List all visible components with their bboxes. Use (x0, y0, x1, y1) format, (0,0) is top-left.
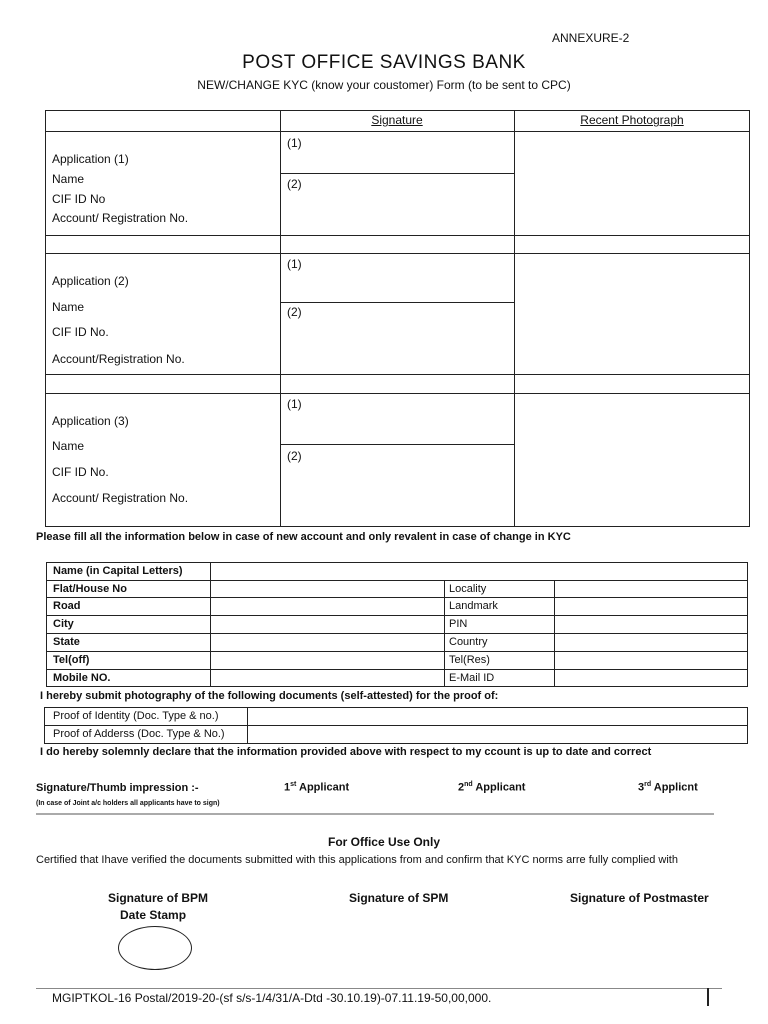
email-label: E-Mail ID (449, 672, 495, 684)
application-1-signature-1[interactable]: (1) (287, 136, 302, 150)
locality-label: Locality (449, 583, 487, 595)
application-1-title: Application (1) (52, 152, 129, 166)
state-label: State (53, 636, 80, 648)
bpm-signature-label: Signature of BPM (108, 891, 209, 905)
application-2-signature-2[interactable]: (2) (287, 305, 302, 319)
application-3-signature-2[interactable]: (2) (287, 449, 302, 463)
date-stamp-label: Date Stamp (120, 908, 187, 922)
tel-res-label: Tel(Res) (449, 654, 490, 666)
mobile-label: Mobile NO. (53, 672, 111, 684)
third-applicant-label: 3rd Applicnt (638, 781, 698, 794)
photo-column-header: Recent Photograph (580, 113, 684, 127)
footer-tick (707, 988, 709, 1006)
joint-holders-note: (In case of Joint a/c holders all applicants have to sign) (36, 800, 220, 807)
signature-thumb-label: Signature/Thumb impression :- (36, 782, 199, 794)
form-subtitle: NEW/CHANGE KYC (know your coustomer) Form (to be sent to CPC) (197, 78, 571, 92)
signature-divider (36, 813, 714, 815)
first-applicant-label: 1st Applicant (284, 781, 350, 794)
declaration-text: I do hereby solemnly declare that the information provided above with respect to my ccount is up to date and correct (40, 746, 652, 758)
application-1-signature-2[interactable]: (2) (287, 177, 302, 191)
proof-address-label: Proof of Adderss (Doc. Type & No.) (53, 728, 225, 740)
footer-rule (36, 988, 722, 989)
application-3-cif-label: CIF ID No. (52, 465, 109, 479)
application-2-title: Application (2) (52, 274, 129, 288)
flat-label: Flat/House No (53, 583, 127, 595)
date-stamp-oval (118, 926, 192, 970)
fill-instruction: Please fill all the information below in case of new account and only revalent in case of change in KYC (36, 531, 571, 543)
city-label: City (53, 618, 74, 630)
proof-identity-label: Proof of Identity (Doc. Type & no.) (53, 710, 219, 722)
footer-print-code: MGIPTKOL-16 Postal/2019-20-(sf s/s-1/4/31/A-Dtd -30.10.19)-07.11.19-50,00,000. (52, 991, 492, 1005)
postmaster-signature-label: Signature of Postmaster (570, 891, 709, 905)
pin-label: PIN (449, 618, 468, 630)
application-3-account-label: Account/ Registration No. (52, 491, 189, 505)
application-1-cif-label: CIF ID No (52, 192, 106, 206)
annexure-label: ANNEXURE-2 (552, 31, 630, 45)
second-applicant-label: 2nd Applicant (458, 781, 526, 794)
application-3-signature-1[interactable]: (1) (287, 397, 302, 411)
name-capital-label: Name (in Capital Letters) (53, 565, 183, 577)
application-1-account-label: Account/ Registration No. (52, 211, 189, 225)
application-2-account-label: Account/Registration No. (52, 352, 185, 366)
proof-heading: I hereby submit photography of the following documents (self-attested) for the proof of: (40, 690, 499, 702)
application-3-title: Application (3) (52, 414, 129, 428)
tel-off-label: Tel(off) (53, 654, 90, 666)
application-1-name-label: Name (52, 172, 85, 186)
country-label: Country (449, 636, 488, 648)
landmark-label: Landmark (449, 600, 498, 612)
spm-signature-label: Signature of SPM (349, 891, 449, 905)
road-label: Road (53, 600, 81, 612)
form-title: POST OFFICE SAVINGS BANK (242, 52, 526, 73)
certification-text: Certified that Ihave verified the documents submitted with this applications from and confirm that KYC norms arre fully complied with (36, 854, 678, 866)
application-3-name-label: Name (52, 439, 85, 453)
application-2-signature-1[interactable]: (1) (287, 257, 302, 271)
office-use-heading: For Office Use Only (327, 835, 441, 849)
application-2-name-label: Name (52, 300, 85, 314)
application-2-cif-label: CIF ID No. (52, 325, 109, 339)
signature-column-header: Signature (371, 113, 423, 127)
